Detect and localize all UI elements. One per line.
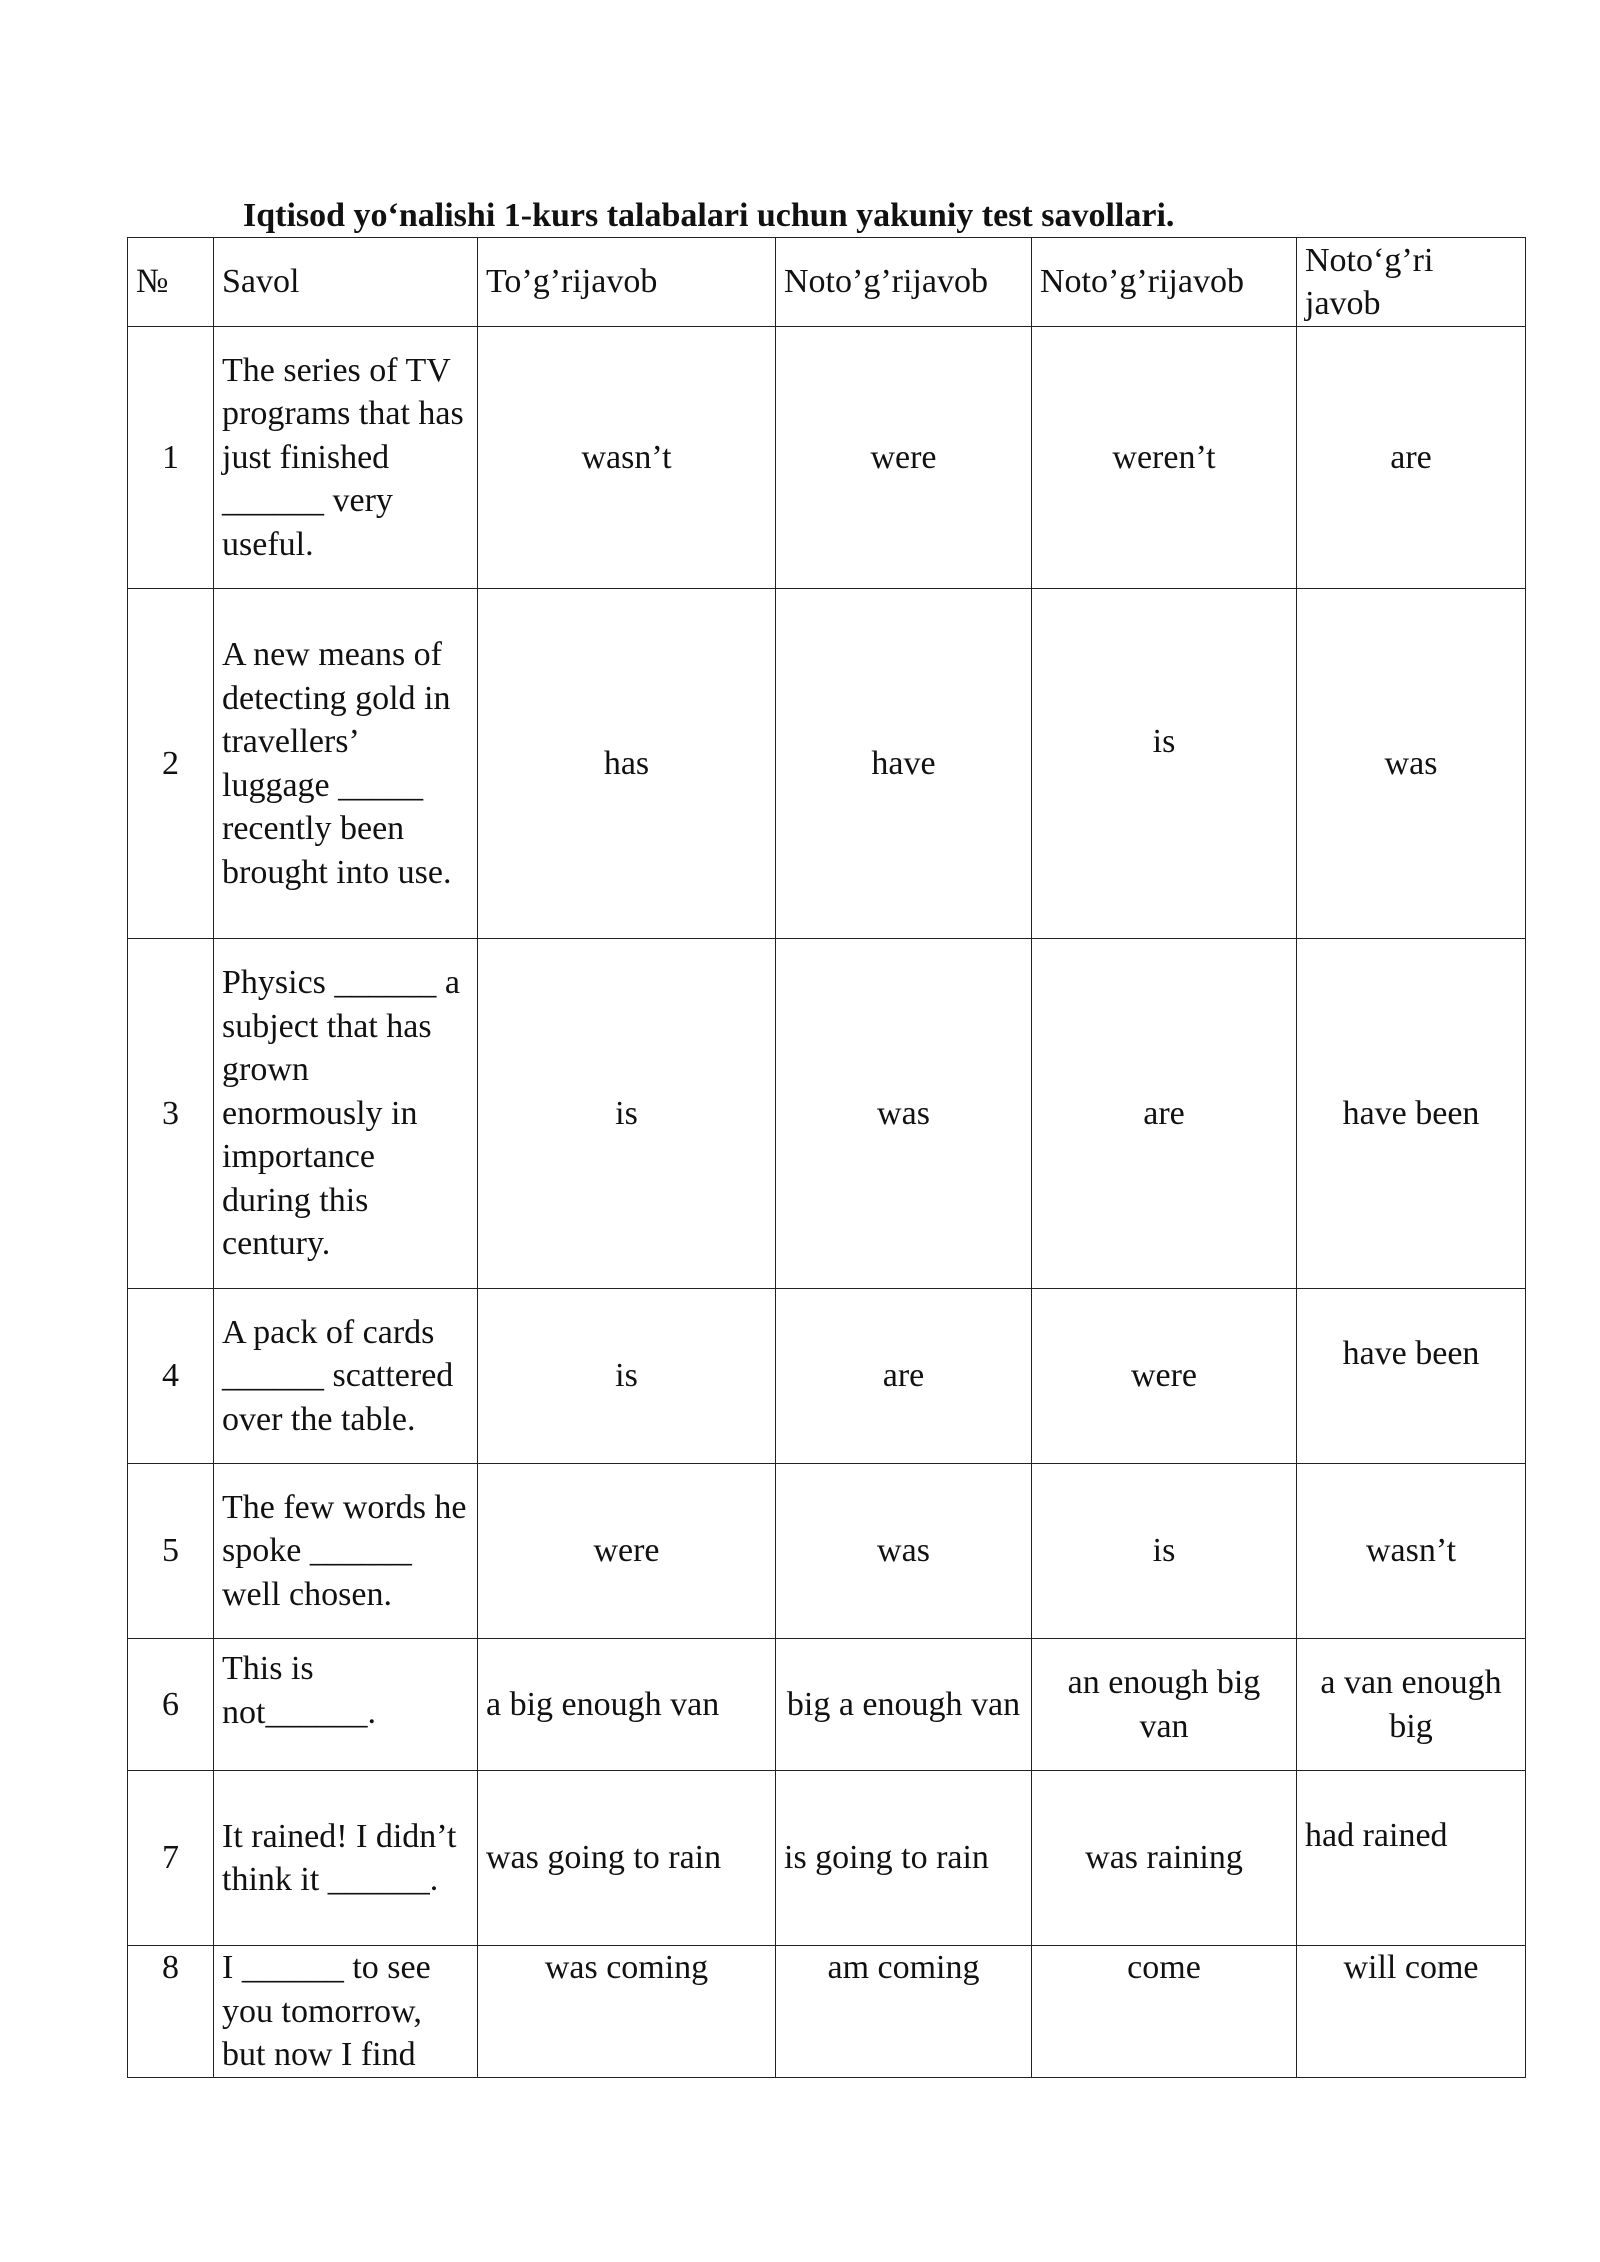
table-row bbox=[128, 1946, 1526, 2078]
table-row bbox=[128, 1289, 1526, 1464]
correct-answer: is bbox=[478, 1289, 776, 1464]
wrong-answer-3: will come bbox=[1297, 1946, 1526, 2078]
correct-answer: has bbox=[478, 589, 776, 939]
wrong-answer-3 bbox=[1297, 1289, 1526, 1464]
table-row bbox=[128, 1639, 1526, 1771]
correct-answer: is bbox=[478, 939, 776, 1289]
wrong-answer-1: am coming bbox=[776, 1946, 1032, 2078]
question-text: The few words he spoke ______ well chosen. bbox=[214, 1464, 478, 1639]
row-number: 8 bbox=[128, 1946, 214, 2078]
wrong-answer-2: are bbox=[1032, 939, 1297, 1289]
table-row bbox=[128, 589, 1526, 939]
wrong-answer-3: have been bbox=[1297, 939, 1526, 1289]
question-text: The series of TV programs that has just finished ______ very useful. bbox=[214, 327, 478, 589]
wrong-answer-3: was bbox=[1297, 589, 1526, 939]
wrong-answer-2 bbox=[1032, 589, 1297, 939]
wrong-answer-2: weren’t bbox=[1032, 327, 1297, 589]
wrong-answer-1: big a enough van bbox=[776, 1639, 1032, 1771]
header-question: Savol bbox=[214, 238, 478, 327]
correct-answer: were bbox=[478, 1464, 776, 1639]
header-wrong-answer-1: Noto’g’rijavob bbox=[776, 238, 1032, 327]
wrong-answer-2: an enough big van bbox=[1032, 1639, 1297, 1771]
wrong-answer-1: is going to rain bbox=[776, 1771, 1032, 1946]
row-number: 3 bbox=[128, 939, 214, 1289]
wrong-answer-3: a van enough big bbox=[1297, 1639, 1526, 1771]
wrong-answer-2-text: is bbox=[1152, 722, 1176, 760]
question-text bbox=[214, 1639, 478, 1771]
correct-answer: a big enough van bbox=[478, 1639, 776, 1771]
wrong-answer-2: come bbox=[1032, 1946, 1297, 2078]
header-correct-answer: To’g’rijavob bbox=[478, 238, 776, 327]
row-number: 4 bbox=[128, 1289, 214, 1464]
wrong-answer-3 bbox=[1297, 1771, 1526, 1946]
wrong-answer-3: are bbox=[1297, 327, 1526, 589]
wrong-answer-3-text: had rained bbox=[1305, 1817, 1448, 1855]
wrong-answer-1: were bbox=[776, 327, 1032, 589]
table-header-row bbox=[128, 238, 1526, 327]
page-title: Iqtisod yo‘nalishi 1-kurs talabalari uchun yakuniy test savollari. bbox=[243, 197, 1175, 234]
row-number: 1 bbox=[128, 327, 214, 589]
test-questions-table bbox=[127, 237, 1526, 2078]
wrong-answer-3: wasn’t bbox=[1297, 1464, 1526, 1639]
row-number: 7 bbox=[128, 1771, 214, 1946]
correct-answer: was coming bbox=[478, 1946, 776, 2078]
question-text: It rained! I didn’t think it ______. bbox=[214, 1771, 478, 1946]
wrong-answer-1: are bbox=[776, 1289, 1032, 1464]
wrong-answer-3-text: have been bbox=[1342, 1335, 1480, 1373]
table-row bbox=[128, 939, 1526, 1289]
wrong-answer-2: is bbox=[1032, 1464, 1297, 1639]
row-number: 6 bbox=[128, 1639, 214, 1771]
header-wrong-answer-3: Noto‘g’ri javob bbox=[1297, 238, 1526, 327]
correct-answer: wasn’t bbox=[478, 327, 776, 589]
question-text: I ______ to see you tomorrow, but now I find bbox=[214, 1946, 478, 2078]
question-text: A pack of cards ______ scattered over the table. bbox=[214, 1289, 478, 1464]
wrong-answer-2: was raining bbox=[1032, 1771, 1297, 1946]
wrong-answer-2: were bbox=[1032, 1289, 1297, 1464]
question-text: A new means of detecting gold in travellers’ luggage _____ recently been brought into use. bbox=[214, 589, 478, 939]
table-row bbox=[128, 327, 1526, 589]
header-number: № bbox=[128, 238, 214, 327]
question-text-content: This is not______. bbox=[222, 1650, 376, 1731]
header-wrong-answer-2: Noto’g’rijavob bbox=[1032, 238, 1297, 327]
wrong-answer-1: have bbox=[776, 589, 1032, 939]
table-row bbox=[128, 1464, 1526, 1639]
correct-answer: was going to rain bbox=[478, 1771, 776, 1946]
row-number: 5 bbox=[128, 1464, 214, 1639]
table-row bbox=[128, 1771, 1526, 1946]
wrong-answer-1: was bbox=[776, 1464, 1032, 1639]
row-number: 2 bbox=[128, 589, 214, 939]
wrong-answer-1: was bbox=[776, 939, 1032, 1289]
question-text: Physics ______ a subject that has grown enormously in importance during this century. bbox=[214, 939, 478, 1289]
